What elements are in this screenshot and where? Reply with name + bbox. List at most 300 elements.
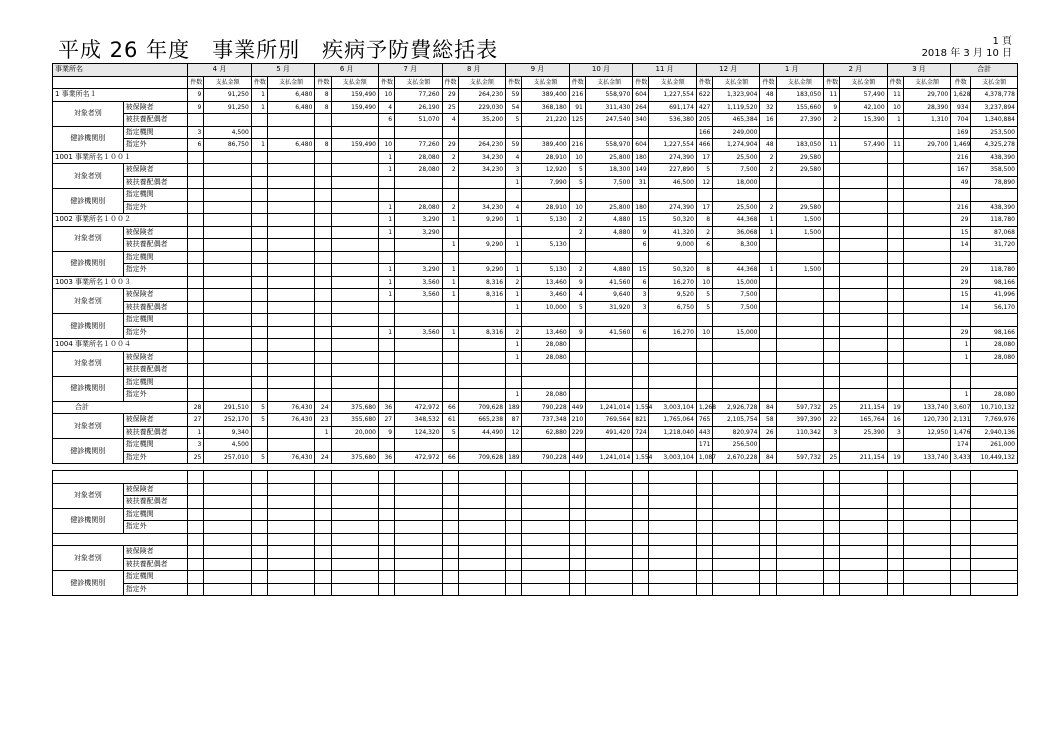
amount-cell: 133,740 [903,401,950,414]
amount-cell [776,508,823,521]
count-cell: 5 [569,176,585,189]
amount-cell [903,521,950,534]
amount-cell [267,126,314,139]
count-cell: 10 [569,201,585,214]
amount-cell: 438,390 [971,201,1018,214]
amount-cell [840,546,887,559]
count-cell [442,251,458,264]
count-cell [251,508,267,521]
amount-cell [204,546,251,559]
count-cell [315,314,331,327]
count-cell [887,521,903,534]
count-cell [188,176,204,189]
count-cell [188,301,204,314]
amount-cell [776,558,823,571]
count-cell: 31 [633,176,649,189]
group-target: 対象者別 [53,226,124,251]
amount-cell [649,496,696,509]
amount-cell: 28,080 [395,201,442,214]
count-cell [887,314,903,327]
amount-cell: 28,080 [395,164,442,177]
count-cell [633,351,649,364]
amount-cell [840,571,887,584]
row-label: 指定機関 [123,126,188,139]
group-clinic: 健診機関別 [53,376,124,401]
amount-cell: 77,260 [395,139,442,152]
amount-cell: 597,732 [776,401,823,414]
amount-cell: 29,580 [776,151,823,164]
count-cell [188,201,204,214]
amount-cell [585,351,632,364]
amount-cell: 3,290 [395,226,442,239]
count-cell [824,164,840,177]
count-cell [569,351,585,364]
amount-cell [267,389,314,402]
amount-cell: 10,449,132 [971,451,1018,464]
amount-cell [458,126,505,139]
count-cell [251,239,267,252]
amount-cell [903,376,950,389]
count-cell: 169 [951,126,971,139]
count-cell [378,521,394,534]
sub-header-count: 件数 [633,76,649,89]
amount-cell [840,583,887,596]
amount-cell [204,351,251,364]
amount-cell [903,276,950,289]
amount-cell [585,376,632,389]
count-cell [442,376,458,389]
count-cell [696,571,712,584]
count-cell [569,496,585,509]
row-label: 被扶養配偶者 [123,301,188,314]
amount-cell: 4,378,778 [971,89,1018,102]
amount-cell [204,226,251,239]
count-cell: 2 [569,214,585,227]
amount-cell [204,533,251,546]
count-cell [315,176,331,189]
amount-cell: 6,480 [267,101,314,114]
count-cell [887,496,903,509]
amount-cell: 29,700 [903,89,950,102]
count-cell [188,558,204,571]
count-cell [315,496,331,509]
amount-cell [840,151,887,164]
amount-cell [903,226,950,239]
amount-cell [395,314,442,327]
amount-cell: 7,990 [522,176,569,189]
amount-cell [522,483,569,496]
amount-cell [840,471,887,484]
amount-cell [204,214,251,227]
count-cell [251,201,267,214]
amount-cell [971,251,1018,264]
count-cell [442,558,458,571]
amount-cell: 98,166 [971,276,1018,289]
amount-cell [903,583,950,596]
count-cell: 704 [951,114,971,127]
amount-cell: 2,940,136 [971,426,1018,439]
sub-header-count: 件数 [951,76,971,89]
count-cell: 8 [315,139,331,152]
count-cell: 1 [506,239,522,252]
amount-cell: 76,430 [267,414,314,427]
month-header: 9 月 [506,64,570,77]
count-cell [188,389,204,402]
count-cell [569,251,585,264]
amount-cell [395,533,442,546]
amount-cell [458,301,505,314]
month-header: 12 月 [696,64,760,77]
count-cell: 5 [251,401,267,414]
amount-cell [971,571,1018,584]
amount-cell: 264,230 [458,139,505,152]
amount-cell [522,314,569,327]
amount-cell: 256,500 [713,439,760,452]
amount-cell [395,496,442,509]
count-cell: 724 [633,426,649,439]
count-cell: 9 [824,101,840,114]
amount-cell: 21,220 [522,114,569,127]
amount-cell [585,571,632,584]
count-cell [188,189,204,202]
count-cell [696,376,712,389]
count-cell: 466 [696,139,712,152]
count-cell [315,471,331,484]
count-cell: 2 [760,151,776,164]
count-cell [315,351,331,364]
amount-cell [585,583,632,596]
detail-row [53,176,1018,189]
count-cell [633,558,649,571]
sub-header-amount: 支払金額 [204,76,251,89]
count-cell [951,521,971,534]
amount-cell [331,339,378,352]
office-name: 合計 [53,401,188,414]
detail-row [53,226,1018,239]
amount-cell [267,176,314,189]
count-cell [951,546,971,559]
amount-cell: 9,290 [458,239,505,252]
amount-cell: 5,130 [522,239,569,252]
count-cell [251,126,267,139]
count-cell: 1 [378,264,394,277]
row-label: 被扶養配偶者 [123,364,188,377]
count-cell [569,521,585,534]
amount-cell [204,114,251,127]
amount-cell: 1,241,014 [585,401,632,414]
count-cell: 1 [442,239,458,252]
amount-cell [649,351,696,364]
count-cell [760,439,776,452]
count-cell [315,189,331,202]
count-cell: 25 [442,101,458,114]
amount-cell: 3,460 [522,289,569,302]
count-cell [760,314,776,327]
amount-cell [840,239,887,252]
detail-row [53,389,1018,402]
amount-cell [331,389,378,402]
amount-cell [395,508,442,521]
sub-header-amount: 支払金額 [395,76,442,89]
amount-cell: 9,520 [649,289,696,302]
row-label: 被保険者 [123,351,188,364]
count-cell: 29 [442,139,458,152]
amount-cell: 44,490 [458,426,505,439]
count-cell: 4 [442,114,458,127]
count-cell [569,558,585,571]
amount-cell: 368,180 [522,101,569,114]
count-cell [506,483,522,496]
count-cell [633,314,649,327]
amount-cell [522,521,569,534]
count-cell [760,339,776,352]
amount-cell: 28,080 [522,389,569,402]
count-cell [378,508,394,521]
amount-cell [713,364,760,377]
amount-cell [713,376,760,389]
amount-cell [331,314,378,327]
amount-cell [204,471,251,484]
amount-cell [522,471,569,484]
amount-cell [585,251,632,264]
amount-cell: 34,230 [458,201,505,214]
count-cell [824,583,840,596]
amount-cell [840,164,887,177]
detail-row [53,351,1018,364]
count-cell: 15 [633,214,649,227]
count-cell [506,546,522,559]
sub-header-amount: 支払金額 [649,76,696,89]
count-cell: 3,433 [951,451,971,464]
count-cell: 1 [251,89,267,102]
group-target: 対象者別 [53,289,124,314]
amount-cell: 78,890 [971,176,1018,189]
count-cell: 6 [378,114,394,127]
amount-cell: 31,720 [971,239,1018,252]
count-cell: 166 [696,126,712,139]
count-cell: 1,476 [951,426,971,439]
office-name: 1004 事業所名１００４ [53,339,188,352]
count-cell [188,276,204,289]
amount-cell: 4,500 [204,126,251,139]
amount-cell: 2,926,728 [713,401,760,414]
count-cell [251,214,267,227]
count-cell: 84 [760,401,776,414]
count-cell [378,376,394,389]
amount-cell [267,571,314,584]
amount-cell [713,351,760,364]
amount-cell [903,264,950,277]
count-cell: 15 [951,226,971,239]
count-cell: 2 [569,264,585,277]
amount-cell: 8,316 [458,276,505,289]
amount-cell: 709,628 [458,451,505,464]
amount-cell: 87,068 [971,226,1018,239]
count-cell [315,521,331,534]
count-cell: 622 [696,89,712,102]
office-row [53,151,1018,164]
count-cell [315,114,331,127]
count-cell [251,251,267,264]
count-cell [506,126,522,139]
group-target: 対象者別 [53,483,124,508]
count-cell: 934 [951,101,971,114]
amount-cell: 18,000 [713,176,760,189]
detail-row [53,414,1018,427]
row-label: 指定機関 [123,251,188,264]
amount-cell [585,239,632,252]
amount-cell [776,533,823,546]
amount-cell [458,339,505,352]
count-cell: 2 [506,276,522,289]
amount-cell [649,558,696,571]
detail-row [53,451,1018,464]
amount-cell [204,364,251,377]
amount-cell: 6,480 [267,89,314,102]
count-cell [251,339,267,352]
count-cell: 604 [633,139,649,152]
count-cell [188,521,204,534]
amount-cell [267,114,314,127]
month-header: 11 月 [633,64,697,77]
amount-cell [331,114,378,127]
count-cell [887,364,903,377]
amount-cell: 438,390 [971,151,1018,164]
amount-cell [585,546,632,559]
amount-cell [522,226,569,239]
amount-cell [840,264,887,277]
count-cell: 4 [569,289,585,302]
count-cell [951,558,971,571]
count-cell [696,339,712,352]
month-header: 7 月 [378,64,442,77]
count-cell: 14 [951,239,971,252]
amount-cell: 28,080 [522,351,569,364]
amount-cell [204,583,251,596]
amount-cell [903,326,950,339]
count-cell [696,251,712,264]
count-cell [442,571,458,584]
count-cell [442,189,458,202]
amount-cell [776,439,823,452]
amount-cell: 57,490 [840,139,887,152]
amount-cell: 472,972 [395,451,442,464]
amount-cell: 18,300 [585,164,632,177]
amount-cell [395,471,442,484]
count-cell [824,389,840,402]
count-cell [824,439,840,452]
count-cell [442,583,458,596]
count-cell [824,189,840,202]
amount-cell: 211,154 [840,451,887,464]
count-cell: 25 [824,401,840,414]
count-cell [188,226,204,239]
amount-cell [522,533,569,546]
count-cell [824,176,840,189]
count-cell [315,164,331,177]
amount-cell: 1,119,520 [713,101,760,114]
amount-cell [649,314,696,327]
count-cell [887,126,903,139]
count-cell: 1 [506,389,522,402]
amount-cell: 46,500 [649,176,696,189]
office-row [53,89,1018,102]
count-cell: 10 [696,276,712,289]
detail-row [53,326,1018,339]
count-cell [188,326,204,339]
amount-cell [458,176,505,189]
amount-cell: 28,390 [903,101,950,114]
count-cell: 8 [315,101,331,114]
amount-cell [204,339,251,352]
count-cell: 1 [506,339,522,352]
amount-cell [331,264,378,277]
amount-cell: 229,030 [458,101,505,114]
amount-cell: 62,880 [522,426,569,439]
month-header: 合計 [951,64,1018,77]
amount-cell: 26,190 [395,101,442,114]
count-cell [760,558,776,571]
amount-cell: 709,628 [458,401,505,414]
amount-cell [395,521,442,534]
count-cell [315,276,331,289]
count-cell [378,439,394,452]
detail-row [53,314,1018,327]
count-cell [887,583,903,596]
amount-cell [903,339,950,352]
count-cell [633,583,649,596]
amount-cell [267,426,314,439]
amount-cell [458,226,505,239]
amount-cell [903,239,950,252]
page-info [922,36,1012,60]
amount-cell: 4,880 [585,264,632,277]
count-cell: 189 [506,401,522,414]
count-cell [188,239,204,252]
amount-cell: 28,080 [522,339,569,352]
count-cell [315,558,331,571]
count-cell [506,558,522,571]
amount-cell [713,251,760,264]
amount-cell [649,389,696,402]
amount-cell: 737,348 [522,414,569,427]
count-cell: 3 [887,426,903,439]
row-label: 指定機関 [123,439,188,452]
detail-row [53,483,1018,496]
amount-cell [522,496,569,509]
amount-cell [331,546,378,559]
amount-cell: 253,500 [971,126,1018,139]
amount-cell [522,583,569,596]
count-cell: 427 [696,101,712,114]
count-cell [188,533,204,546]
count-cell [315,364,331,377]
count-cell [824,533,840,546]
count-cell [951,314,971,327]
amount-cell: 1,340,884 [971,114,1018,127]
amount-cell [903,546,950,559]
count-cell [188,364,204,377]
amount-cell [267,289,314,302]
count-cell: 25 [824,451,840,464]
row-label: 被扶養配偶者 [123,176,188,189]
amount-cell [458,364,505,377]
amount-cell: 1,765,064 [649,414,696,427]
count-cell: 1,554 [633,451,649,464]
amount-cell: 29,700 [903,139,950,152]
count-cell: 1 [442,289,458,302]
amount-cell [776,496,823,509]
